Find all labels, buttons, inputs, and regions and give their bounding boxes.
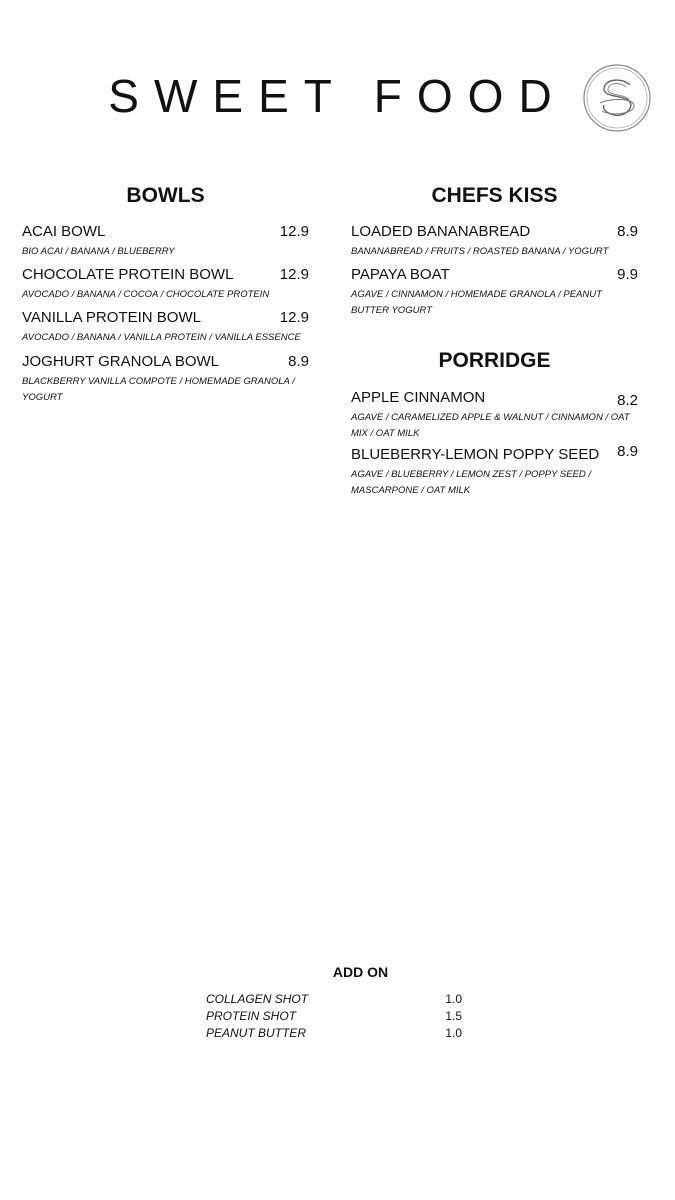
menu-item: [351, 389, 638, 442]
item-description: AVOCADO / BANANA / COCOA / CHOCOLATE PROTEIN: [22, 289, 270, 300]
addon-item: [206, 1008, 462, 1025]
menu-item: [22, 223, 309, 260]
item-price: 8.9: [288, 353, 309, 370]
item-name: ACAI BOWL: [22, 223, 106, 240]
section-title-porridge: PORRIDGE: [438, 349, 551, 372]
item-name: PAPAYA BOAT: [351, 266, 450, 283]
addon-price: 1.0: [445, 992, 462, 1006]
item-description: AGAVE / CINNAMON / HOMEMADE GRANOLA / PEANUT BUTTER YOGURT: [351, 289, 602, 316]
menu-item: [22, 266, 309, 303]
menu-item: [22, 309, 309, 346]
item-price: 12.9: [279, 266, 309, 283]
addon-item: [206, 1025, 462, 1042]
section-title-add-on: ADD ON: [332, 964, 389, 980]
addon-price: 1.0: [445, 1026, 462, 1040]
item-price: 8.2: [617, 392, 638, 409]
item-name: VANILLA PROTEIN BOWL: [22, 309, 201, 326]
item-price: 9.9: [617, 266, 638, 283]
menu-item: [351, 223, 638, 260]
addon-name: PEANUT BUTTER: [206, 1026, 307, 1040]
item-description: BIO ACAI / BANANA / BLUEBERRY: [22, 246, 175, 257]
section-title-bowls: BOWLS: [126, 184, 205, 207]
section-title-chefs-kiss: CHEFS KISS: [431, 184, 558, 207]
brand-logo-icon: [582, 63, 652, 133]
item-name: LOADED BANANABREAD: [351, 223, 531, 240]
item-price: 8.9: [617, 443, 638, 460]
item-description: AGAVE / CARAMELIZED APPLE & WALNUT / CINNAMON / OAT MIX / OAT MILK: [351, 412, 630, 439]
addon-item: [206, 991, 462, 1008]
item-price: 12.9: [279, 223, 309, 240]
menu-item: [22, 353, 309, 406]
menu-item: [351, 266, 638, 319]
page-title: SWEET FOOD: [108, 70, 567, 122]
addon-name: PROTEIN SHOT: [206, 1009, 297, 1023]
item-description: AVOCADO / BANANA / VANILLA PROTEIN / VANILLA ESSENCE: [22, 332, 301, 343]
item-description: AGAVE / BLUEBERRY / LEMON ZEST / POPPY SEED / MASCARPONE / OAT MILK: [351, 469, 592, 496]
item-description: BLACKBERRY VANILLA COMPOTE / HOMEMADE GRANOLA / YOGURT: [22, 376, 295, 403]
item-name: CHOCOLATE PROTEIN BOWL: [22, 266, 234, 283]
item-price: 12.9: [279, 309, 309, 326]
item-name: APPLE CINNAMON: [351, 389, 486, 406]
menu-item: [351, 443, 638, 499]
item-name: BLUEBERRY-LEMON POPPY SEED: [351, 446, 600, 463]
item-description: BANANABREAD / FRUITS / ROASTED BANANA / YOGURT: [351, 246, 609, 257]
addon-price: 1.5: [445, 1009, 462, 1023]
item-price: 8.9: [617, 223, 638, 240]
addon-name: COLLAGEN SHOT: [206, 992, 309, 1006]
item-name: JOGHURT GRANOLA BOWL: [22, 353, 219, 370]
